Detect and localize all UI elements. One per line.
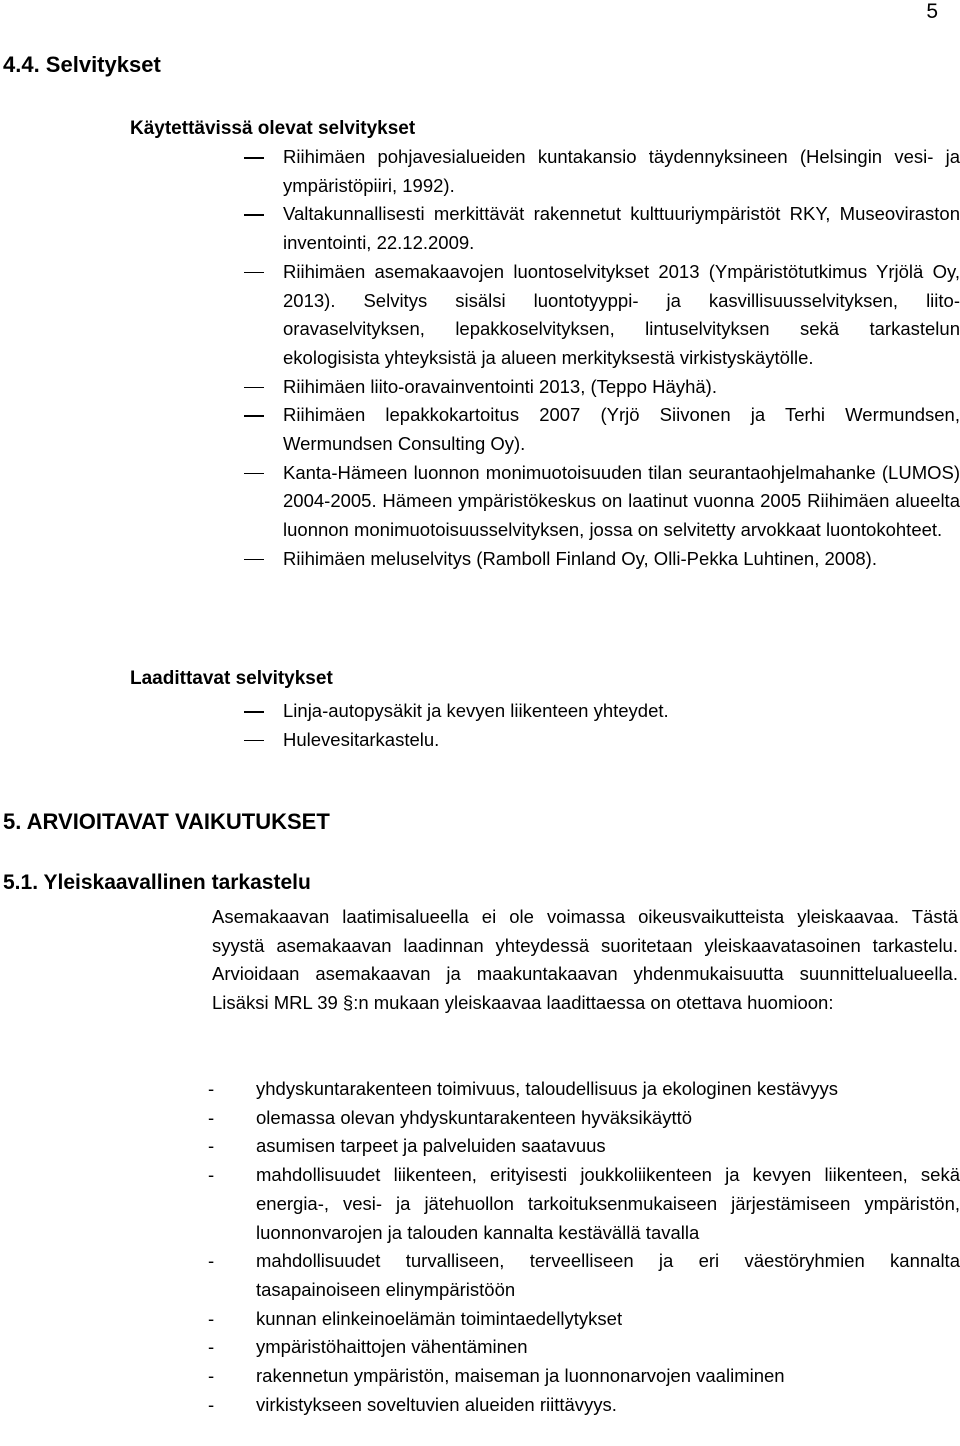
list-item: Kanta-Hämeen luonnon monimuotoisuuden tilan seurantaohjelmahanke (LUMOS) 2004-2005. Hämeen ympäristökeskus on laatinut vuonna 2005 Riihimäen alueelta luonnon monimuotoisuusselvityksen, jossa on selvitetty arvokkaat luontokohteet. bbox=[244, 459, 960, 545]
hyphen-bullet: - bbox=[208, 1106, 215, 1128]
dash-bullet-icon bbox=[244, 214, 264, 216]
list-item: Hulevesitarkastelu. bbox=[244, 726, 960, 755]
considerations-list bbox=[208, 1075, 960, 1419]
pending-studies-list bbox=[244, 697, 960, 754]
dash-bullet-icon bbox=[244, 740, 264, 742]
body-paragraph: Asemakaavan laatimisalueella ei ole voimassa oikeusvaikutteista yleiskaavaa. Tästä syystä asemakaavan laadinnan yhteydessä suoritetaan yleiskaavatasoinen tarkastelu. Arvioidaan asemakaavan ja maakuntakaavan yhdenmukaisuutta suunnittelualueella. Lisäksi MRL 39 §:n mukaan yleiskaavaa laadittaessa on otettava huomioon: bbox=[212, 906, 958, 1014]
dash-bullet-icon bbox=[244, 157, 264, 159]
hyphen-bullet: - bbox=[208, 1307, 215, 1329]
list-item: - mahdollisuudet turvalliseen, terveelliseen ja eri väestöryhmien kannalta tasapainoiseen elinympäristöön bbox=[208, 1247, 960, 1304]
dash-bullet-icon bbox=[244, 387, 264, 389]
dash-bullet-icon bbox=[244, 559, 264, 561]
list-item: - yhdyskuntarakenteen toimivuus, taloudellisuus ja ekologinen kestävyys bbox=[208, 1075, 960, 1104]
chapter-subtitle: 5.1. Yleiskaavallinen tarkastelu bbox=[3, 871, 311, 894]
pending-studies-heading: Laadittavat selvitykset bbox=[130, 668, 333, 689]
hyphen-bullet: - bbox=[208, 1135, 215, 1157]
chapter-title: 5. ARVIOITAVAT VAIKUTUKSET bbox=[3, 809, 330, 834]
section-title: 4.4. Selvitykset bbox=[3, 52, 161, 77]
list-item: Riihimäen pohjavesialueiden kuntakansio täydennyksineen (Helsingin vesi- ja ympäristöpiiri, 1992). bbox=[244, 143, 960, 200]
list-item: Riihimäen asemakaavojen luontoselvitykset 2013 (Ympäristötutkimus Yrjölä Oy, 2013). Selvitys sisälsi luontotyyppi- ja kasvillisuusselvityksen, liito-oravaselvityksen, lepakkoselvityksen, lintuselvityksen sekä tarkastelun ekologisista yhteyksistä ja alueen merkityksestä virkistyskäytölle. bbox=[244, 258, 960, 373]
list-item: - olemassa olevan yhdyskuntarakenteen hyväksikäyttö bbox=[208, 1104, 960, 1133]
dash-bullet-icon bbox=[244, 711, 264, 713]
hyphen-bullet: - bbox=[208, 1393, 215, 1415]
list-item: - virkistykseen soveltuvien alueiden riittävyys. bbox=[208, 1391, 960, 1420]
page-number: 5 bbox=[926, 0, 938, 23]
list-item: Riihimäen lepakkokartoitus 2007 (Yrjö Siivonen ja Terhi Wermundsen, Wermundsen Consulting Oy). bbox=[244, 401, 960, 458]
hyphen-bullet: - bbox=[208, 1164, 215, 1186]
available-studies-list bbox=[244, 143, 960, 574]
list-item: - kunnan elinkeinoelämän toimintaedellytykset bbox=[208, 1305, 960, 1334]
hyphen-bullet: - bbox=[208, 1336, 215, 1358]
list-item: Valtakunnallisesti merkittävät rakennetut kulttuuriympäristöt RKY, Museoviraston inventointi, 22.12.2009. bbox=[244, 200, 960, 257]
dash-bullet-icon bbox=[244, 415, 264, 417]
hyphen-bullet: - bbox=[208, 1250, 215, 1272]
list-item: Riihimäen liito-oravainventointi 2013, (Teppo Häyhä). bbox=[244, 373, 960, 402]
hyphen-bullet: - bbox=[208, 1078, 215, 1099]
hyphen-bullet: - bbox=[208, 1365, 215, 1387]
list-item: - ympäristöhaittojen vähentäminen bbox=[208, 1333, 960, 1362]
list-item: - rakennetun ympäristön, maiseman ja luonnonarvojen vaaliminen bbox=[208, 1362, 960, 1391]
available-studies-heading: Käytettävissä olevat selvitykset bbox=[130, 118, 416, 139]
list-item: Linja-autopysäkit ja kevyen liikenteen yhteydet. bbox=[244, 697, 960, 726]
dash-bullet-icon bbox=[244, 473, 264, 475]
dash-bullet-icon bbox=[244, 272, 264, 274]
list-item: - mahdollisuudet liikenteen, erityisesti joukkoliikenteen ja kevyen liikenteen, sekä energia-, vesi- ja jätehuollon tarkoituksenmukaiseen järjestämiseen ympäristön, luonnonvarojen ja talouden kannalta kestävällä tavalla bbox=[208, 1161, 960, 1247]
list-item: - asumisen tarpeet ja palveluiden saatavuus bbox=[208, 1132, 960, 1161]
list-item: Riihimäen meluselvitys (Ramboll Finland Oy, Olli-Pekka Luhtinen, 2008). bbox=[244, 545, 960, 574]
